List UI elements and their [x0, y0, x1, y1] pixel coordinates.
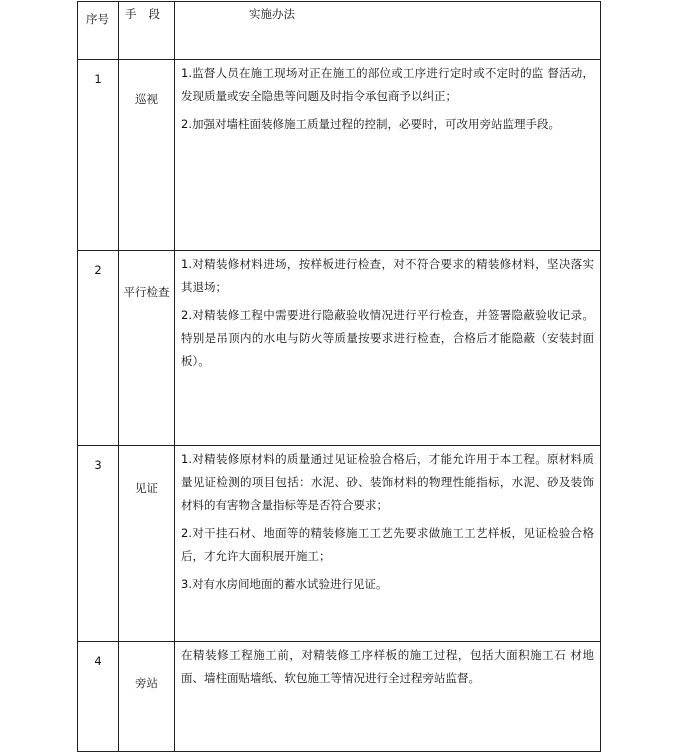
detail-item: 在精装修工程施工前，对精装修工序样板的施工过程，包括大面积施工石 材地面、墙柱面贴墙纸、软包施工等情况进行全过程旁站监督。: [181, 648, 594, 685]
row-detail: [175, 60, 601, 251]
table-row: [78, 251, 601, 446]
row-num: 1: [78, 60, 119, 251]
detail-item: 2.对精装修工程中需要进行隐蔽验收情况进行平行检查，并签署隐蔽验收记录。特别是吊顶内的水电与防火等质量按要求进行检查，合格后才能隐蔽（安装封面板）。: [181, 308, 594, 368]
row-num: 2: [78, 251, 119, 446]
row-num: 4: [78, 642, 119, 752]
detail-item: 1.对精装修原材料的质量通过见证检验合格后，才能允许用于本工程。原材料质量见证检测的项目包括：水泥、砂、装饰材料的物理性能指标，水泥、砂及装饰材料的有害物含量指标等是否符合要求；: [181, 452, 594, 512]
header-method: 手段: [119, 2, 175, 60]
detail-item: 1.对精装修材料进场，按样板进行检查，对不符合要求的精装修材料，坚决落实其退场；: [181, 257, 594, 294]
header-detail: 实施办法: [175, 2, 601, 60]
row-detail: [175, 642, 601, 752]
table-row: [78, 446, 601, 642]
detail-item: 2.加强对墙柱面装修施工质量过程的控制，必要时，可改用旁站监理手段。: [181, 117, 560, 131]
detail-item: 1.监督人员在施工现场对正在施工的部位或工序进行定时或不定时的监 督活动，发现质量或安全隐患等问题及时指令承包商予以纠正；: [181, 66, 594, 103]
row-method: 巡视: [119, 60, 175, 251]
header-num: 序号: [78, 2, 119, 60]
row-method: 旁站: [119, 642, 175, 752]
table-row: [78, 60, 601, 251]
row-method: 见证: [119, 446, 175, 642]
table-row: [78, 642, 601, 752]
row-detail: [175, 446, 601, 642]
detail-item: 3.对有水房间地面的蓄水试验进行见证。: [181, 577, 388, 591]
row-detail: [175, 251, 601, 446]
row-method: 平行检查: [119, 251, 175, 446]
detail-item: 2.对干挂石材、地面等的精装修施工工艺先要求做施工工艺样板，见证检验合格后，才允许大面积展开施工；: [181, 526, 594, 563]
table-header-row: [78, 2, 601, 60]
supervision-methods-table: [77, 1, 601, 752]
row-num: 3: [78, 446, 119, 642]
